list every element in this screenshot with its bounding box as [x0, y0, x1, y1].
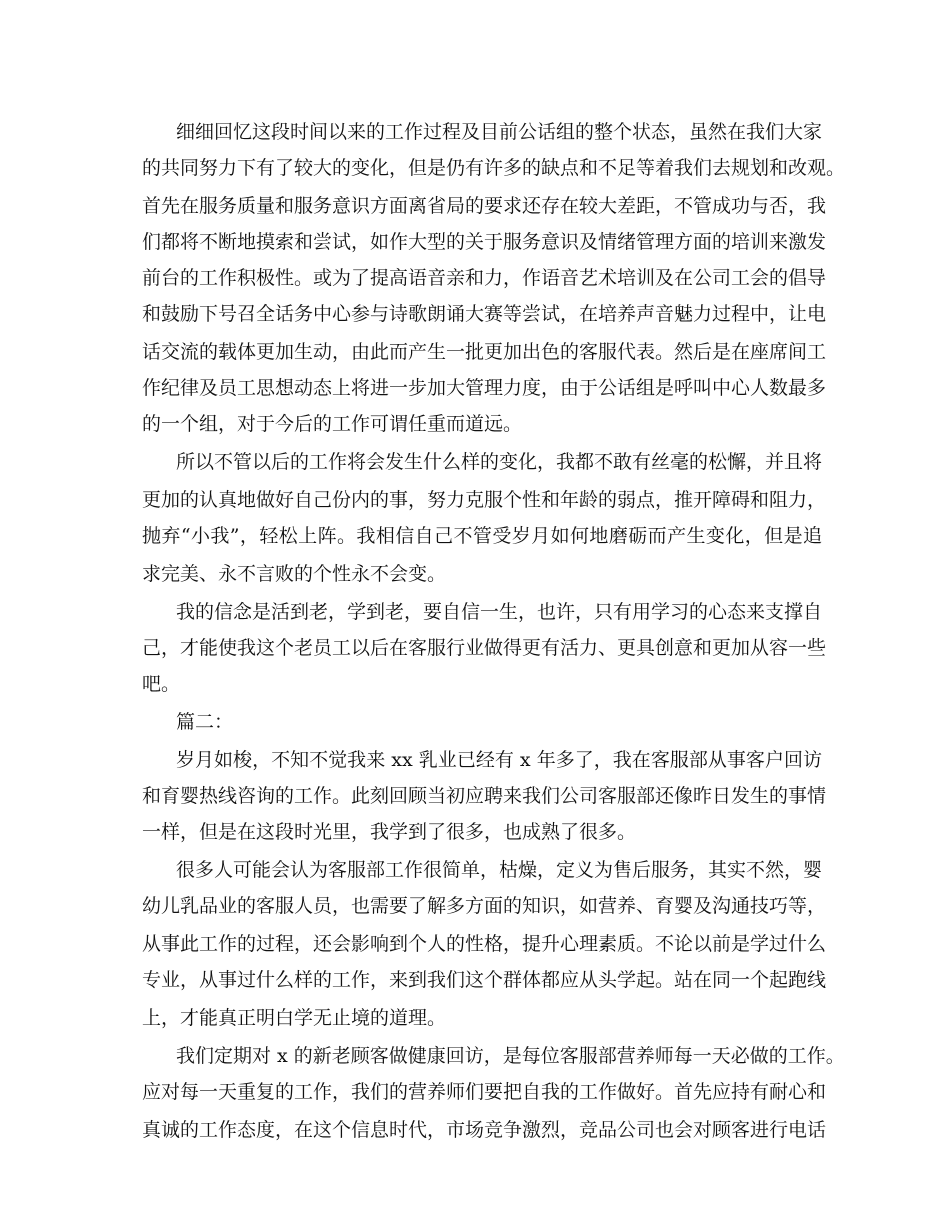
text-line: 首先在服务质量和服务意识方面离省局的要求还存在较大差距，不管成功与否，我: [142, 195, 827, 217]
text-line: 细细回忆这段时间以来的工作过程及目前公话组的整个状态，虽然在我们大家: [176, 121, 823, 143]
text-line: 我们定期对 x 的新老顾客做健康回访，是每位客服部营养师每一天必做的工作。: [176, 1045, 845, 1067]
text-line: 我的信念是活到老，学到老，要自信一生，也许，只有用学习的心态来支撑自: [176, 601, 823, 623]
text-line: 篇二：: [176, 711, 234, 733]
text-line: 应对每一天重复的工作，我们的营养师们要把自我的工作做好。首先应持有耐心和: [142, 1081, 827, 1103]
text-line: 和育婴热线咨询的工作。此刻回顾当初应聘来我们公司客服部还像昨日发生的事情: [142, 785, 827, 807]
text-line: 的一个组，对于今后的工作可谓任重而道远。: [142, 413, 523, 435]
text-line: 作纪律及员工思想动态上将进一步加大管理力度，由于公话组是呼叫中心人数最多: [142, 377, 827, 399]
text-line: 求完美、永不言败的个性永不会变。: [142, 563, 447, 585]
text-line: 的共同努力下有了较大的变化，但是仍有许多的缺点和不足等着我们去规划和改观。: [142, 157, 846, 179]
text-line: 吧。: [142, 673, 181, 695]
text-line: 话交流的载体更加生动，由此而产生一批更加出色的客服代表。然后是在座席间工: [142, 341, 827, 363]
text-line: 真诚的工作态度，在这个信息时代，市场竞争激烈，竞品公司也会对顾客进行电话: [142, 1119, 827, 1141]
text-line: 和鼓励下号召全话务中心参与诗歌朗诵大赛等尝试，在培养声音魅力过程中，让电: [142, 303, 827, 325]
text-line: 所以不管以后的工作将会发生什么样的变化，我都不敢有丝毫的松懈，并且将: [176, 451, 823, 473]
text-line: 己，才能使我这个老员工以后在客服行业做得更有活力、更具创意和更加从容一些: [142, 637, 827, 659]
text-line: 抛弃“小我”，轻松上阵。我相信自己不管受岁月如何地磨砺而产生变化，但是追: [142, 525, 822, 547]
text-line: 幼儿乳品业的客服人员，也需要了解多方面的知识，如营养、育婴及沟通技巧等，: [142, 895, 827, 917]
text-line: 一样，但是在这段时光里，我学到了很多，也成熟了很多。: [142, 821, 637, 843]
text-line: 前台的工作积极性。或为了提高语音亲和力，作语音艺术培训及在公司工会的倡导: [142, 267, 827, 289]
text-line: 上，才能真正明白学无止境的道理。: [142, 1007, 447, 1029]
text-line: 从事此工作的过程，还会影响到个人的性格，提升心理素质。不论以前是学过什么: [142, 933, 827, 955]
text-line: 很多人可能会认为客服部工作很简单，枯燥，定义为售后服务，其实不然，婴: [176, 859, 823, 881]
text-line: 更加的认真地做好自己份内的事，努力克服个性和年龄的弱点，推开障碍和阻力，: [142, 489, 827, 511]
text-line: 们都将不断地摸索和尝试，如作大型的关于服务意识及情绪管理方面的培训来激发: [142, 231, 827, 253]
text-line: 专业，从事过什么样的工作，来到我们这个群体都应从头学起。站在同一个起跑线: [142, 969, 827, 991]
text-line: 岁月如梭，不知不觉我来 xx 乳业已经有 x 年多了，我在客服部从事客户回访: [176, 749, 822, 771]
